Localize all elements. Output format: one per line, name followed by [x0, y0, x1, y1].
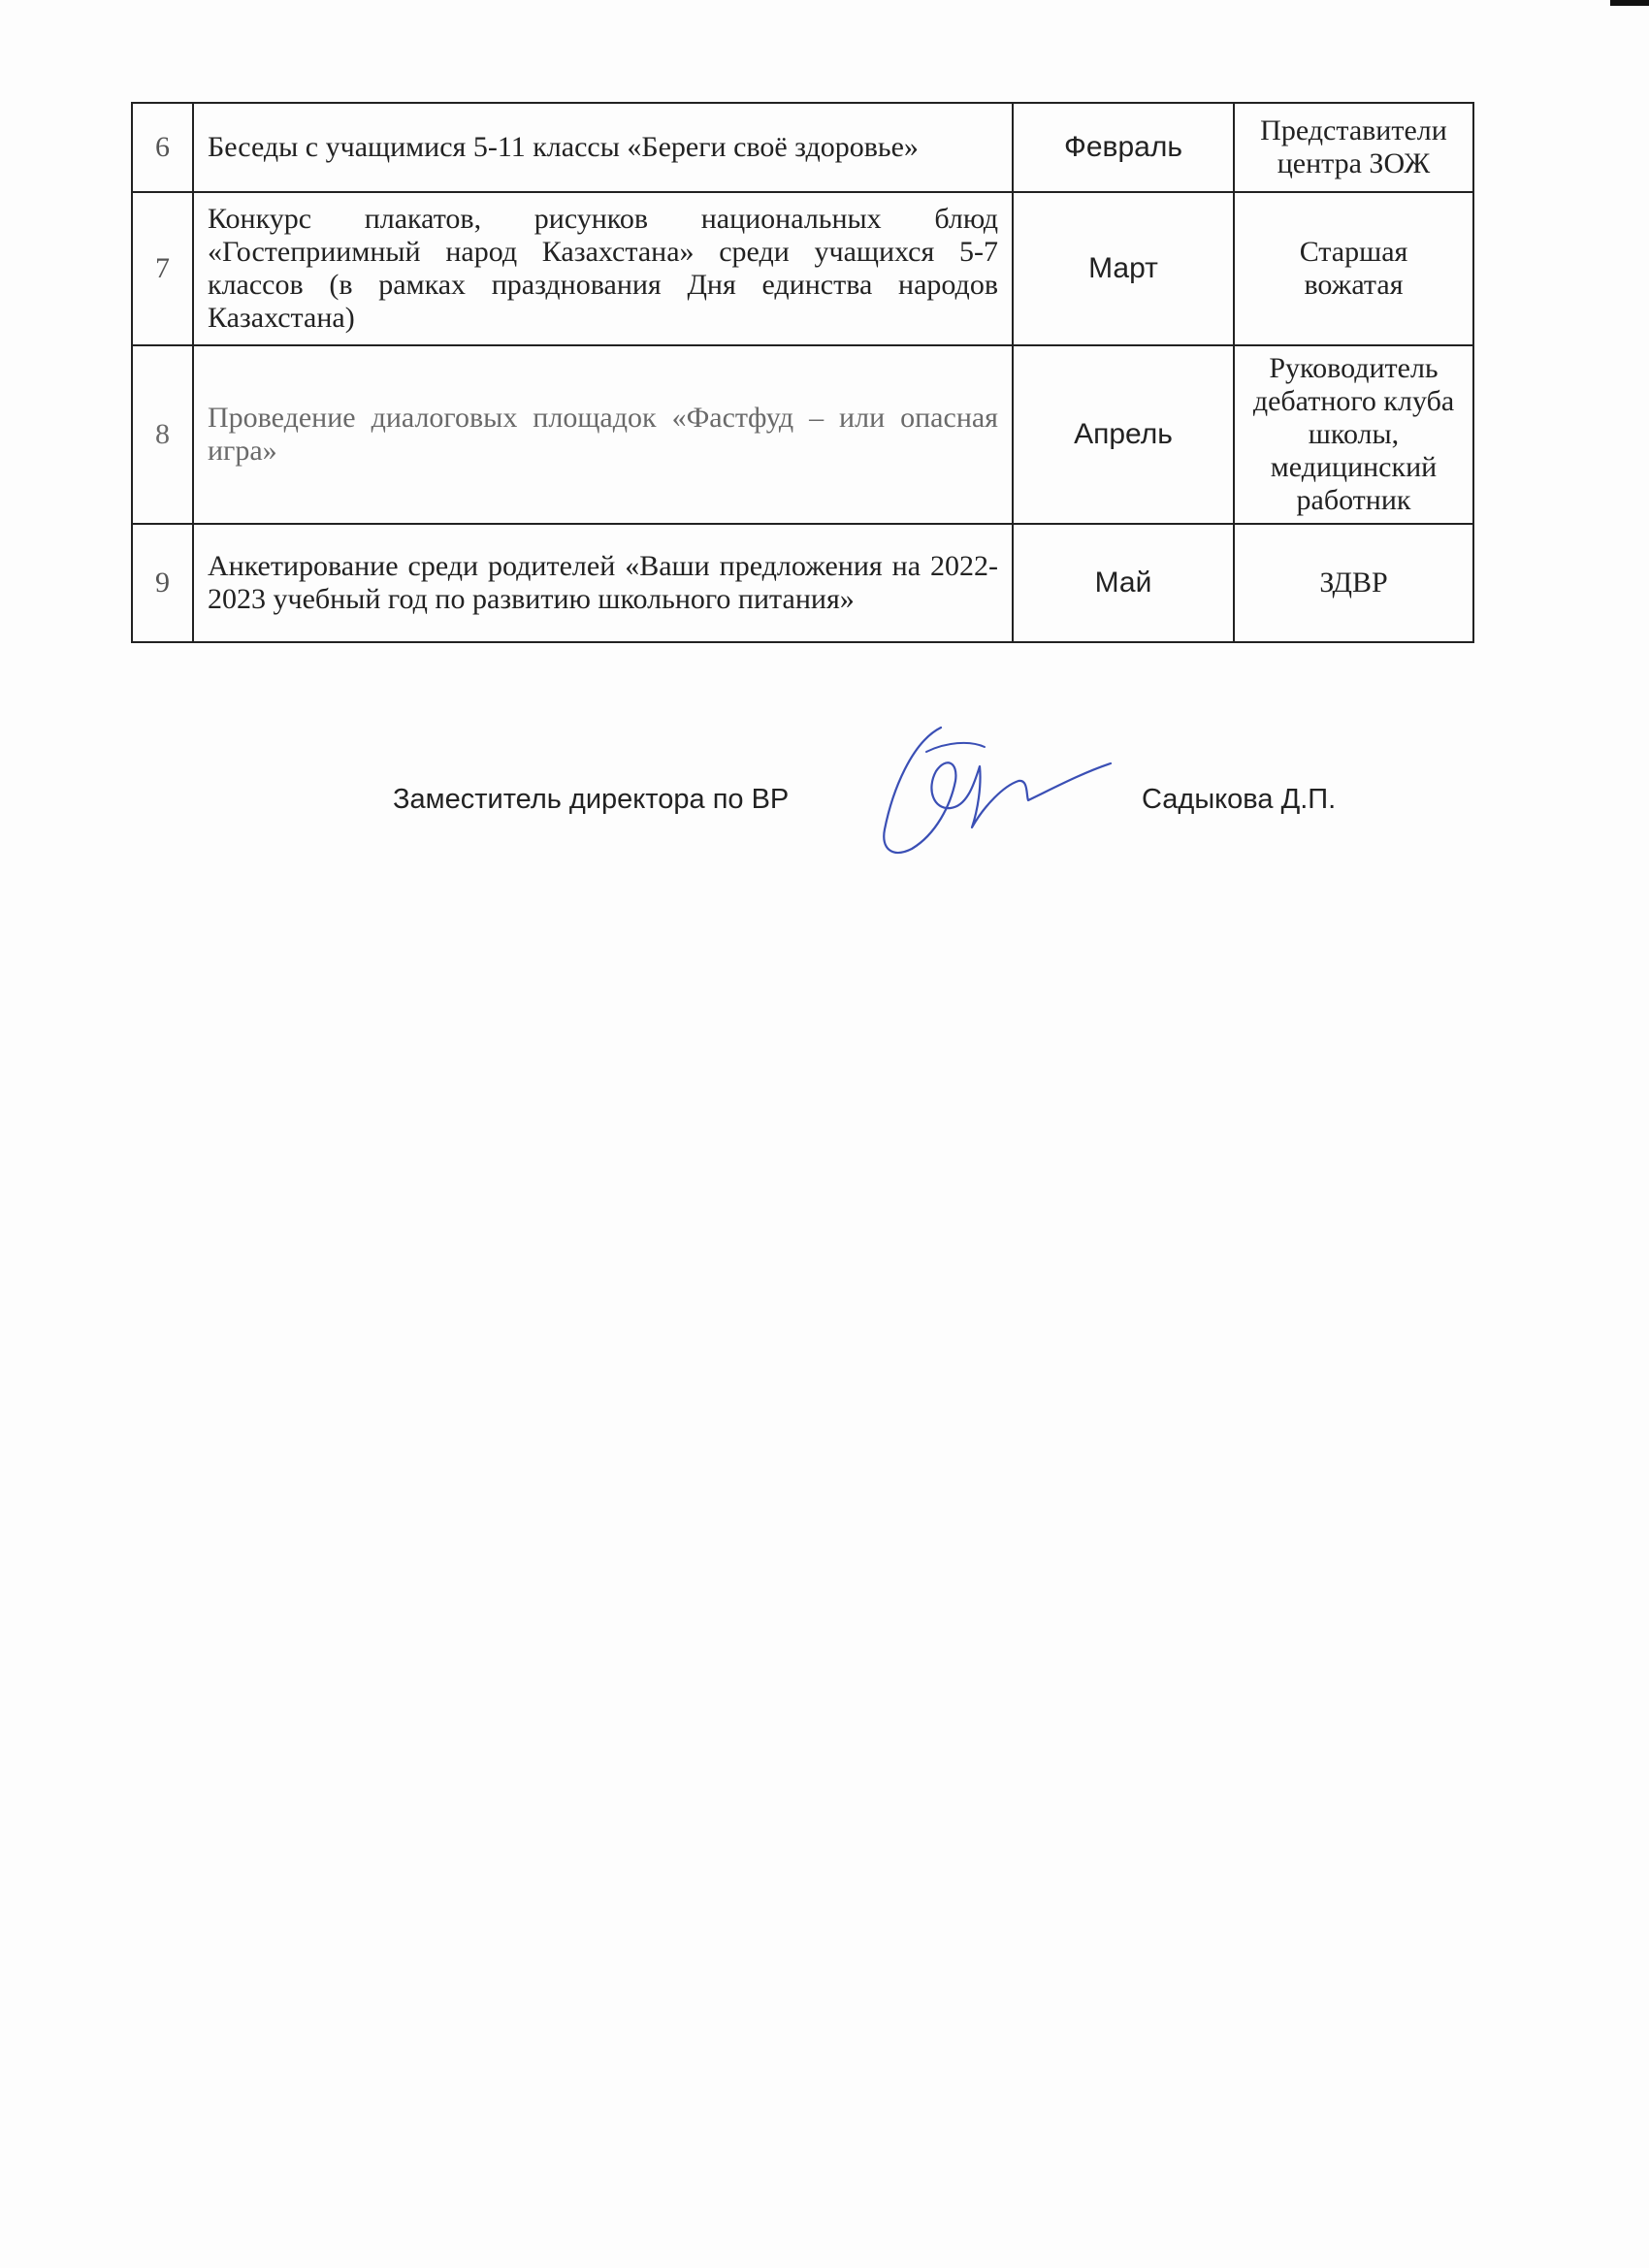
signer-position: Заместитель директора по ВР [393, 784, 790, 815]
table-row [132, 524, 1473, 642]
table-row [132, 345, 1473, 524]
row-number: 7 [132, 192, 193, 345]
event-responsible: Руководитель дебатного клуба школы, медицинский работник [1234, 345, 1473, 524]
table-row [132, 192, 1473, 345]
row-number: 6 [132, 103, 193, 192]
event-month: Февраль [1013, 103, 1234, 192]
event-description: Анкетирование среди родителей «Ваши предложения на 2022-2023 учебный год по развитию школьного питания» [193, 524, 1013, 642]
event-month: Март [1013, 192, 1234, 345]
event-responsible: ЗДВР [1234, 524, 1473, 642]
event-description: Проведение диалоговых площадок «Фастфуд – или опасная игра» [193, 345, 1013, 524]
event-responsible: Представители центра ЗОЖ [1234, 103, 1473, 192]
event-month: Апрель [1013, 345, 1234, 524]
event-description: Конкурс плакатов, рисунков национальных блюд «Гостеприимный народ Казахстана» среди учащихся 5-7 классов (в рамках празднования Дня единства народов Казахстана) [193, 192, 1013, 345]
events-plan-table [131, 102, 1474, 643]
signature-block [0, 784, 1649, 823]
handwritten-signature [873, 713, 1116, 868]
table-row [132, 103, 1473, 192]
event-responsible: Старшая вожатая [1234, 192, 1473, 345]
event-month: Май [1013, 524, 1234, 642]
event-description: Беседы с учащимися 5-11 классы «Береги своё здоровье» [193, 103, 1013, 192]
row-number: 9 [132, 524, 193, 642]
row-number: 8 [132, 345, 193, 524]
signer-name: Садыкова Д.П. [1142, 784, 1337, 815]
scan-edge-mark [1610, 0, 1649, 6]
